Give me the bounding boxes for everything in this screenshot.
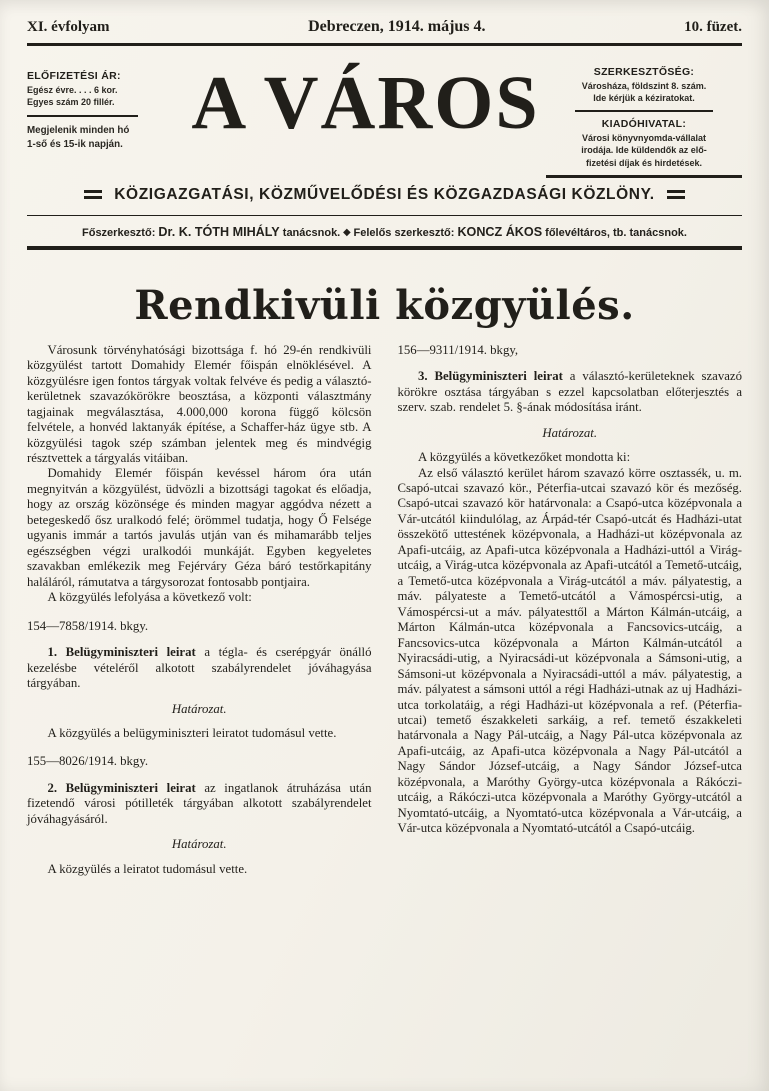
equals-decoration [667, 190, 685, 199]
docket-number: 155—8026/1914. bkgy. [27, 754, 149, 769]
page-header [27, 18, 742, 36]
decision-heading: Határozat. [171, 701, 227, 716]
docket-number: 154—7858/1914. bkgy. [27, 618, 149, 633]
article-body [27, 343, 742, 878]
subscription-lines: Egész évre. . . . 6 kor. Egyes szám 20 fillér. [27, 85, 118, 108]
publisher-heading: KIADÓHIVATAL: [601, 118, 687, 131]
equals-decoration [84, 190, 102, 199]
subscription-heading: ELŐFIZETÉSI ÁR: [27, 70, 121, 82]
editors-line: Főszerkesztő: Dr. K. TÓTH MIHÁLY tanácsnok. ◆ Felelős szerkesztő: KONCZ ÁKOS főlevéltáros, tb. tanácsnok. [82, 224, 687, 239]
dateline: Debreczen, 1914. május 4. [308, 18, 486, 35]
subscription-info [27, 56, 185, 151]
thin-divider [27, 215, 742, 216]
issue-label: 10. füzet. [684, 19, 742, 35]
paragraph: Domahidy Elemér főispán kevéssel három óra után megnyitván a közgyülést, üdvözli a bizottsági tagokat és előadja, hogy az ország közönsége és minden magyar aggódva nézett a betegeskedő ősz uralkodó felé; örömmel tudatja, hogy Ő Felsége ugyanis immár a tartós javulás utján van és mihamarább teljes egészségben végzi uralkodói munkáját. Egyben kegyeletes szavakban emlékezik meg Fejérváry Géza báró testőrkapitány haláláról, rámutatva a tárgysorozat fontosabb pontjaira. [27, 466, 372, 589]
subtitle: KÖZIGAZGATÁSI, KÖZMŰVELŐDÉSI ÉS KÖZGAZDASÁGI KÖZLÖNY. [114, 185, 655, 203]
paragraph: A közgyülés a leiratot tudomásul vette. [47, 861, 248, 876]
headline: Rendkivüli közgyülés. [134, 281, 635, 329]
body-column-right [398, 343, 743, 878]
decision-heading: Határozat. [542, 425, 598, 440]
subtitle-row [27, 186, 742, 204]
editorial-office-lines: Városháza, földszint 8. szám. Ide kérjük a kéziratokat. [581, 81, 707, 104]
editorial-office-info [546, 56, 742, 178]
paragraph: Városunk törvényhatósági bizottsága f. hó 29-én rendkivüli közgyülést tartott Domahidy Elemér főispán elnöklésével. A közgyülésre igen fontos tárgyak voltak felvéve és pedig a választó-kerületnek szavazókörökre beosztása, a központi választmány tagjainak megválasztása, 4.000,000 korona függő kölcsön felvétele, a honvéd laktanyák építése, a Schaffer-ház ügye stb. A közgyülési tagok szép számban jelentek meg és mindvégig résztvettek a tárgyalás vitáiban. [27, 342, 372, 465]
paragraph: 2. Belügyminiszteri leirat az ingatlanok átruházása után fizetendő városi pótilleték tárgyában alkotott szabályrendelet jóváhagyásáról. [27, 780, 372, 826]
publisher-lines: Városi könyvnyomda-vállalat irodája. Ide küldendők az elő- fizetési díjak és hirdetések. [581, 133, 707, 168]
paragraph: A közgyülés lefolyása a következő volt: [47, 590, 252, 605]
paragraph: A közgyülés a következőket mondotta ki: [417, 450, 631, 465]
thick-divider [27, 246, 742, 250]
paragraph: Az első választó kerület három szavazó körre osztassék, u. m. Csapó-utcai szavazó kör., Péterfia-utcai szavazó kör és mezőség. Csapó-utcai szavazó kör határvonala: a Csapó-utca középvonala a Vár-utcától kiindulólag, az Árpád-tér Csapó-utcát és Hadházi-utat összekötő uttestének középvonala, a Hadházi-ut középvonala az Apafi-utcáig, az Apafi-utca középvonala a Hadházi-uttól a Virág-utcáig, a Virág-utca középvonala az Apafi-utcától a Temető-utcáig, a Temető-utca középvonala a Virág-utcától a máv. pályatestig, a máv. pályateste a Temető-utcától a Vámospércsi-utig, a Vámospércsi-ut a máv. pályatesttől a Márton Kálmán-utcáig, a Márton Kálmán-utca középvonala a Fancsovics-utcáig, a Fancsovics-utca középvonala a Márton Kálmán-utcától a Nyiracsádi-utig, a Nyiracsádi-ut középvonala a Sámsoni-utig, a Sámsoni-ut középvonala a Nyiracsádi-uttól a máv. pályatestig, a máv. pályatest a sámsoni uttól a régi Hadházi-utnak az uj Hadházi-utca torkolatáig, a régi Hadházi-ut középvonala a ref. (Péterfia-utcai) temető északkeleti sarkáig, a ref. temető északkeleti határvonala a Nagy Pál-utcáig, a Nagy Pál-utca középvonala az Apafi-utcáig, az Apafi-utca középvonala a Nagy Pál-utcától a Nagy Sándor József-utcáig, a Nagy Sándor József-utca középvonala, a Maróthy György-utca középvonala a Rákóczi-utcáig, a Rákóczi-utca középvonala a Maróthy György-utcától a Nyomtató-utcáig, a Nyomtató-utca középvonala a Vár-utcáig, a Vár-utca középvonala a Nyomtató-utcától a Csapó-utcáig. [397, 465, 742, 836]
masthead [27, 56, 742, 178]
divider [575, 110, 712, 112]
editorial-office-heading: SZERKESZTŐSÉG: [593, 66, 695, 78]
paragraph: A közgyülés a belügyminiszteri leiratot tudomásul vette. [47, 726, 337, 741]
paragraph: 1. Belügyminiszteri leirat a tégla- és cserépgyár önálló kezelésbe vételéről alkotott szabályrendelet jóváhagyása tárgyában. [27, 645, 372, 691]
divider [27, 115, 138, 117]
docket-number: 156—9311/1914. bkgy, [397, 342, 519, 357]
masthead-title: A VÁROS [191, 61, 540, 145]
decision-heading: Határozat. [171, 837, 227, 852]
paragraph: 3. Belügyminiszteri leirat a választó-kerületeknek szavazó körökre osztása tárgyában s ezzel kapcsolatban előterjesztés a szerv. szab. rendelet 5. §-ának módosítása iránt. [397, 369, 742, 415]
divider [546, 175, 742, 178]
volume-label: XI. évfolyam [27, 19, 110, 35]
schedule-lines: Megjelenik minden hó 1-ső és 15-ik napján. [27, 125, 130, 150]
body-column-left [27, 343, 372, 878]
header-divider [27, 43, 742, 46]
